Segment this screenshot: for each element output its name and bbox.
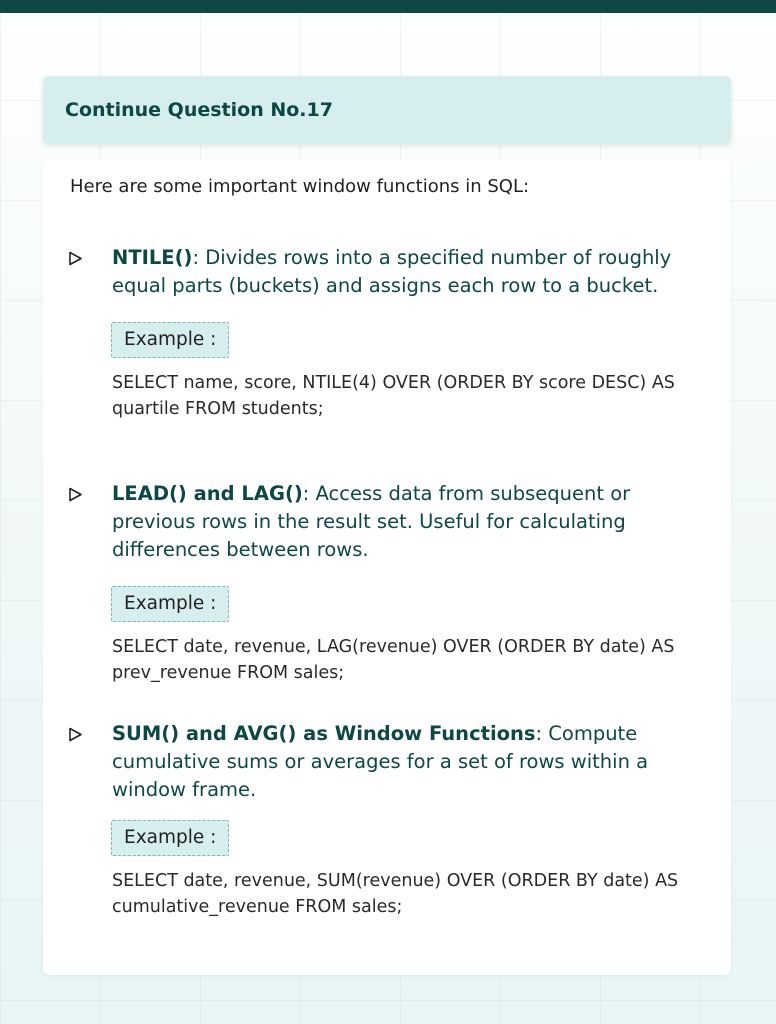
top-bar — [0, 0, 776, 13]
page-title: Continue Question No.17 — [65, 99, 333, 121]
example-tag: Example : — [111, 322, 229, 358]
item-description: : Compute cumulative sums or averages for a set of rows within a window frame. — [112, 722, 649, 801]
item-term: NTILE() — [112, 246, 193, 269]
example-tag: Example : — [111, 820, 229, 856]
item-heading — [68, 720, 708, 804]
item-term: SUM() and AVG() as Window Functions — [112, 722, 536, 745]
item-description: : Divides rows into a specified number of roughly equal parts (buckets) and assigns each row to a bucket. — [112, 246, 672, 297]
list-item-ntile — [68, 244, 708, 422]
content-card — [43, 160, 731, 975]
list-item-sum-avg — [68, 720, 708, 920]
example-tag: Example : — [111, 586, 229, 622]
triangle-right-icon — [68, 487, 83, 502]
item-heading — [68, 480, 708, 564]
code-snippet: SELECT date, revenue, SUM(revenue) OVER (ORDER BY date) AS cumulative_revenue FROM sales; — [112, 871, 679, 917]
item-description: : Access data from subsequent or previous rows in the result set. Useful for calculating differences between rows. — [112, 482, 631, 561]
item-heading — [68, 244, 708, 300]
triangle-right-icon — [68, 727, 83, 742]
code-snippet: SELECT name, score, NTILE(4) OVER (ORDER BY score DESC) AS quartile FROM students; — [112, 373, 675, 419]
item-term: LEAD() and LAG() — [112, 482, 303, 505]
list-item-lead-lag — [68, 480, 708, 686]
intro-text: Here are some important window functions in SQL: — [70, 176, 530, 197]
code-snippet: SELECT date, revenue, LAG(revenue) OVER (ORDER BY date) AS prev_revenue FROM sales; — [112, 637, 675, 683]
header-card — [43, 76, 731, 144]
triangle-right-icon — [68, 251, 83, 266]
